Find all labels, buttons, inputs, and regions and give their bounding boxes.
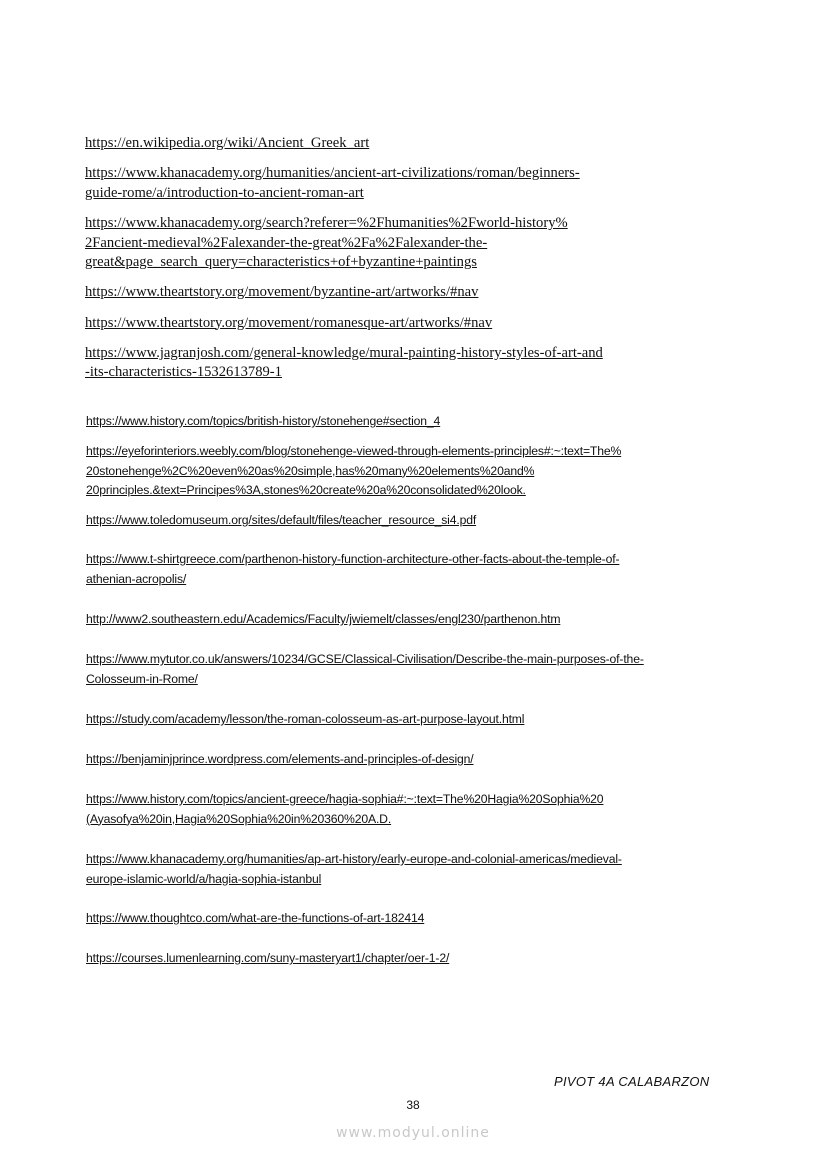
reference-link[interactable]: https://benjaminjprince.wordpress.com/elements-and-principles-of-design/ (86, 752, 474, 766)
reference-link[interactable]: https://www.toledomuseum.org/sites/default/files/teacher_resource_si4.pdf (86, 513, 477, 527)
reference-link[interactable]: https://www.khanacademy.org/humanities/ancient-art-civilizations/roman/beginners- guide-rome/a/introduction-to-ancient-roman-art (85, 165, 580, 201)
reference-link[interactable]: https://www.theartstory.org/movement/romanesque-art/artworks/#nav (85, 314, 493, 331)
reference-link[interactable]: https://www.theartstory.org/movement/byzantine-art/artworks/#nav (85, 284, 479, 301)
reference-link[interactable]: https://en.wikipedia.org/wiki/Ancient_Greek_art (85, 135, 370, 151)
reference-link[interactable]: https://study.com/academy/lesson/the-roman-colosseum-as-art-purpose-layout.html (86, 712, 525, 726)
reference-link[interactable]: https://eyeforinteriors.weebly.com/blog/stonehenge-viewed-through-elements-principles#:~:text=The% 20stonehenge%2C%20even%20as%20simple,has%20many%20elements%20and% 20principles.&text=Principes%3A,stones%20create%20a%20consolidated%20look. (86, 444, 622, 498)
reference-link[interactable]: https://www.jagranjosh.com/general-knowledge/mural-painting-history-styles-of-art-and -its-characteristics-1532613789-1 (85, 344, 603, 381)
references-serif-list (85, 134, 715, 394)
reference-link[interactable]: https://www.mytutor.co.uk/answers/10234/GCSE/Classical-Civilisation/Describe-the-main-purposes-of-the- Colosseum-in-Rome/ (86, 652, 644, 686)
reference-link[interactable]: https://www.thoughtco.com/what-are-the-functions-of-art-182414 (86, 911, 425, 925)
watermark: www.modyul.online (336, 1125, 490, 1141)
reference-link[interactable]: https://www.history.com/topics/british-history/stonehenge#section_4 (86, 414, 441, 428)
reference-link[interactable]: https://www.khanacademy.org/humanities/ap-art-history/early-europe-and-colonial-americas/medieval- europe-islamic-world/a/hagia-sophia-istanbul (86, 852, 622, 886)
reference-link[interactable]: https://www.khanacademy.org/search?referer=%2Fhumanities%2Fworld-history% 2Fancient-medieval%2Falexander-the-great%2Fa%2Falexander-the- great&page_search_query=characteristics+of+byzantine+paintings (85, 214, 568, 271)
reference-link[interactable]: http://www2.southeastern.edu/Academics/Faculty/jwiemelt/classes/engl230/parthenon.htm (86, 612, 561, 626)
page-number: 38 (406, 1098, 420, 1112)
footer-brand: PIVOT 4A CALABARZON (554, 1074, 710, 1089)
reference-link[interactable]: https://courses.lumenlearning.com/suny-masteryart1/chapter/oer-1-2/ (86, 951, 450, 965)
reference-link[interactable]: https://www.history.com/topics/ancient-greece/hagia-sophia#:~:text=The%20Hagia%20Sophia%20 (Ayasofya%20in,Hagia%20Sophia%20in%20360%20A.D. (86, 792, 604, 826)
reference-link[interactable]: https://www.t-shirtgreece.com/parthenon-history-function-architecture-other-facts-about-the-temple-of- athenian-acropolis/ (86, 552, 620, 586)
